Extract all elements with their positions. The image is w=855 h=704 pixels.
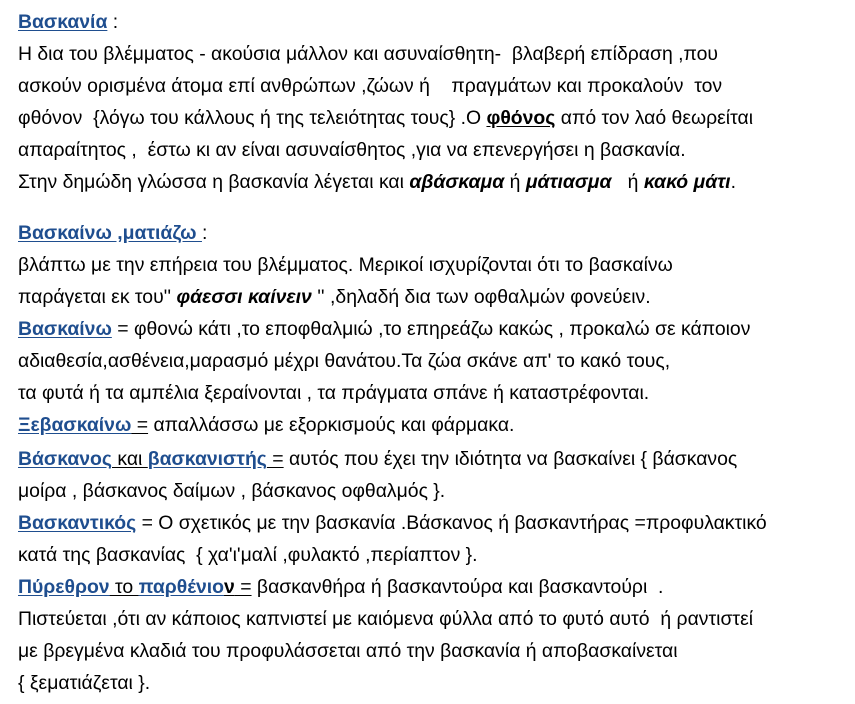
emphasis-kako-mati: κακό μάτι: [643, 171, 731, 193]
text-span: '' ,δηλαδή δια των οφθαλμών φονεύειν.: [311, 286, 651, 308]
text-line: { ξεματιάζεται }.: [18, 672, 151, 694]
heading-line-vaskaino-matiazo: [18, 222, 207, 244]
text-line: μοίρα , βάσκανος δαίμων , βάσκανος οφθαλμός }.: [18, 480, 446, 502]
equals-sign: =: [131, 414, 149, 436]
term-vaskaino-matiazo: Βασκαίνω ,ματιάζω: [18, 222, 202, 244]
text-line: απαραίτητος , έστω κι αν είναι ασυναίσθητος ,για να επενεργήσει η βασκανία.: [18, 139, 686, 161]
text-span: ή: [504, 171, 526, 193]
definition-line-vaskantikos: [18, 512, 767, 534]
text-span: και: [112, 448, 148, 470]
term-vaskantikos: Βασκαντικός: [18, 512, 137, 534]
text-span: = Ο σχετικός με την βασκανία .Βάσκανος ή βασκαντήρας =προφυλακτικό: [136, 512, 767, 534]
text-span: το: [109, 576, 139, 598]
text-line: αδιαθεσία,ασθένεια,μαρασμό μέχρι θανάτου.Τα ζώα σκάνε απ' το κακό τους,: [18, 350, 671, 372]
text-span: .: [730, 171, 736, 193]
term-pyrethron: Πύρεθρον: [18, 576, 110, 598]
text-span: παράγεται εκ του'': [18, 286, 177, 308]
definition-line-pyrethron: [18, 576, 663, 598]
text-line: Η δια του βλέμματος - ακούσια μάλλον και ασυναίσθητη- βλαβερή επίδραση ,που: [18, 43, 719, 65]
term-vaskania: Βασκανία: [18, 11, 108, 33]
equals-sign: =: [234, 576, 252, 598]
definition-line-xevaskaino: [18, 414, 514, 436]
term-xevaskaino: Ξεβασκαίνω: [18, 414, 132, 436]
text-span: φθόνον {λόγω του κάλλους ή της τελειότητας τους} .Ο: [18, 107, 487, 129]
heading-colon: :: [107, 11, 119, 33]
text-span: ή: [611, 171, 644, 193]
term-parthenion: παρθένιο: [138, 576, 225, 598]
text-line: με βρεγμένα κλαδιά του προφυλάσσεται από την βασκανία ή αποβασκαίνεται: [18, 640, 678, 662]
text-span: = φθονώ κάτι ,το εποφθαλμιώ ,το επηρεάζω κακώς , προκαλώ σε κάποιον: [111, 318, 751, 340]
text-span: από τον λαό θεωρείται: [555, 107, 754, 129]
text-span: απαλλάσσω με εξορκισμούς και φάρμακα.: [148, 414, 515, 436]
heading-line-vaskania: [18, 11, 118, 33]
equals-sign: =: [266, 448, 284, 470]
text-line: τα φυτά ή τα αμπέλια ξεραίνονται , τα πράγματα σπάνε ή καταστρέφονται.: [18, 382, 650, 404]
definition-line-vaskanos: [18, 448, 737, 470]
text-line: κατά της βασκανίας { χα'ι'μαλί ,φυλακτό ,περίαπτον }.: [18, 544, 478, 566]
term-parthenion-suffix: ν: [224, 576, 235, 598]
term-vaskaino: Βασκαίνω: [18, 318, 112, 340]
text-line: Πιστεύεται ,ότι αν κάποιος καπνιστεί με καιόμενα φύλλα από το φυτό αυτό ή ραντιστεί: [18, 608, 754, 630]
text-span: βασκανθήρα ή βασκαντούρα και βασκαντούρι .: [251, 576, 664, 598]
emphasis-matiasma: μάτιασμα: [525, 171, 612, 193]
text-line: ασκούν ορισμένα άτομα επί ανθρώπων ,ζώων ή πραγμάτων και προκαλούν τον: [18, 75, 723, 97]
text-line: [18, 286, 651, 308]
definition-line-vaskaino: [18, 318, 750, 340]
emphasis-avaskama: αβάσκαμα: [409, 171, 505, 193]
text-span: Στην δημώδη γλώσσα η βασκανία λέγεται και: [18, 171, 410, 193]
text-line: [18, 171, 736, 193]
term-vaskanos: Βάσκανος: [18, 448, 112, 470]
text-line: βλάπτω με την επήρεια του βλέμματος. Μερικοί ισχυρίζονται ότι το βασκαίνω: [18, 254, 673, 276]
text-span: αυτός που έχει την ιδιότητα να βασκαίνει { βάσκανος: [283, 448, 738, 470]
text-line: [18, 107, 753, 129]
emphasis-faessi-kainein: φάεσσι καίνειν: [176, 286, 312, 308]
emphasis-fthonos: φθόνος: [486, 107, 556, 129]
term-vaskanistis: βασκανιστής: [147, 448, 267, 470]
heading-colon: :: [201, 222, 208, 244]
